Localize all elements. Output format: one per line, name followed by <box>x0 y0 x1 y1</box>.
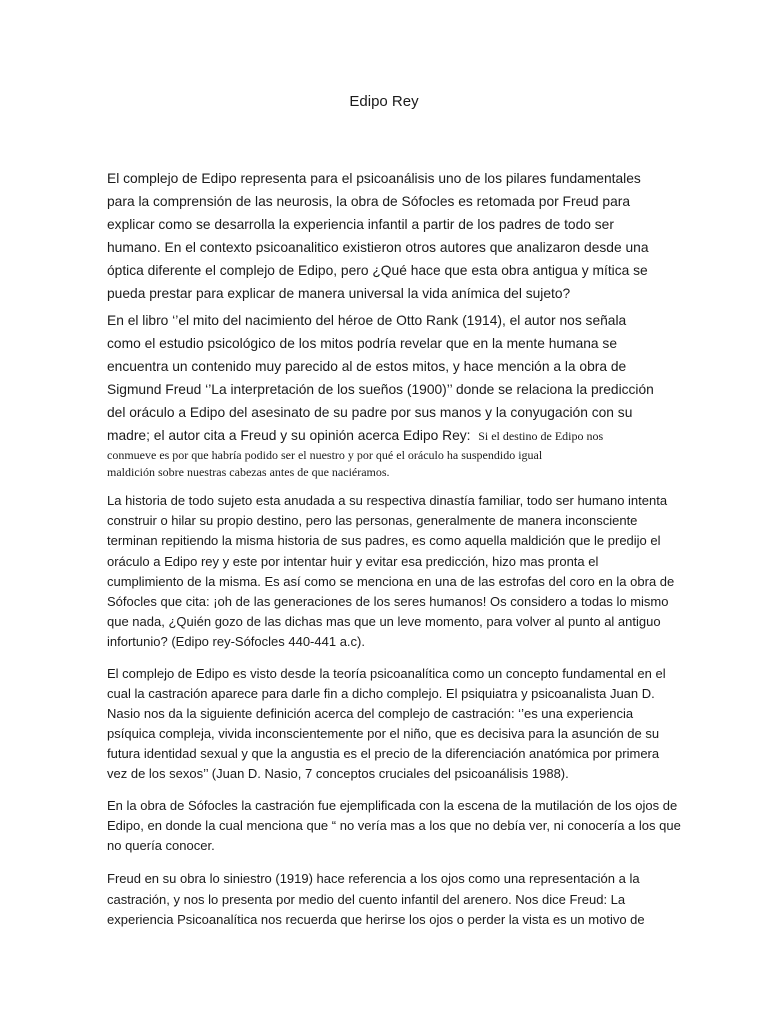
paragraph-line: Freud en su obra lo siniestro (1919) hace referencia a los ojos como una representación a la <box>107 871 640 886</box>
paragraph-line: óptica diferente el complejo de Edipo, pero ¿Qué hace que esta obra antigua y mítica se <box>107 263 648 278</box>
paragraph-line: infortunio? (Edipo rey-Sófocles 440-441 a.c). <box>107 634 365 650</box>
paragraph-line: Sófocles que cita: ¡oh de las generaciones de los seres humanos! Os considero a todas lo mismo <box>107 593 669 609</box>
paragraph-5 <box>107 796 681 856</box>
paragraph-line: para la comprensión de las neurosis, la obra de Sófocles es retomada por Freud para <box>107 194 631 209</box>
paragraph-line: explicar como se desarrolla la experiencia infantil a partir de los padres de todo ser <box>107 217 614 232</box>
paragraph-1 <box>107 167 665 305</box>
paragraph-line-with-quote <box>107 424 665 447</box>
paragraph-line: encuentra un contenido muy parecido al de estos mitos, y hace mención a la obra de <box>107 359 627 374</box>
paragraph-line: En el libro ‘’el mito del nacimiento del héroe de Otto Rank (1914), el autor nos señala <box>107 313 627 328</box>
freud-quote-line: conmueve es por que habría podido ser el nuestro y por qué el oráculo ha suspendido igual <box>107 448 543 462</box>
paragraph-text: madre; el autor cita a Freud y su opinión acerca Edipo Rey: <box>107 428 471 443</box>
paragraph-line: oráculo a Edipo rey y este por intentar huir y evitar esa predicción, hizo mas pronta el <box>107 553 599 569</box>
paragraph-line: En la obra de Sófocles la castración fue ejemplificada con la escena de la mutilación de los ojos de <box>107 798 678 813</box>
freud-quote-start: Si el destino de Edipo nos <box>478 429 604 443</box>
freud-quote-line: maldición sobre nuestras cabezas antes de que naciéramos. <box>107 465 390 479</box>
paragraph-line: Edipo, en donde la cual menciona que “ no vería mas a los que no debía ver, ni conocería a los que <box>107 818 681 833</box>
paragraph-line: vez de los sexos’’ (Juan D. Nasio, 7 conceptos cruciales del psicoanálisis 1988). <box>107 766 569 781</box>
paragraph-line: Nasio nos da la siguiente definición acerca del complejo de castración: ‘’es una experiencia <box>107 706 634 721</box>
paragraph-line: no quería conocer. <box>107 838 215 853</box>
paragraph-line: experiencia Psicoanalítica nos recuerda que herirse los ojos o perder la vista es un motivo de <box>107 912 645 927</box>
paragraph-line: psíquica compleja, vivida inconscientemente por el niño, que es decisiva para la asunción de su <box>107 726 660 741</box>
paragraph-3 <box>107 491 675 653</box>
paragraph-line: terminan repitiendo la misma historia de sus padres, es como aquella maldición que le predijo el <box>107 533 661 549</box>
paragraph-line: Sigmund Freud ‘’La interpretación de los sueños (1900)’’ donde se relaciona la predicción <box>107 382 654 397</box>
paragraph-line: castración, y nos lo presenta por medio del cuento infantil del arenero. Nos dice Freud: La <box>107 891 626 907</box>
paragraph-4 <box>107 664 665 784</box>
paragraph-line: construir o hilar su propio destino, pero las personas, generalmente de manera inconsciente <box>107 513 638 529</box>
paragraph-line: pueda prestar para explicar de manera universal la vida anímica del sujeto? <box>107 286 571 301</box>
paragraph-line: futura identidad sexual y que la angustia es el precio de la diferenciación anatómica por primera <box>107 746 660 761</box>
paragraph-6 <box>107 869 665 931</box>
paragraph-line: El complejo de Edipo es visto desde la teoría psicoanalítica como un concepto fundamental en el <box>107 666 666 681</box>
paragraph-line: cumplimiento de la misma. Es así como se menciona en una de las estrofas del coro en la obra de <box>107 573 675 589</box>
paragraph-line: cual la castración aparece para darle fin a dicho complejo. El psiquiatra y psicoanalista Juan D. <box>107 686 655 701</box>
paragraph-line: humano. En el contexto psicoanalitico existieron otros autores que analizaron desde una <box>107 240 649 255</box>
paragraph-line: como el estudio psicológico de los mitos podría revelar que en la mente humana se <box>107 336 618 351</box>
paragraph-line: que nada, ¿Quién gozo de las dichas mas que un leve momento, para volver al punto al antiguo <box>107 614 661 630</box>
paragraph-2 <box>107 309 665 481</box>
document-title: Edipo Rey <box>349 93 419 110</box>
paragraph-line: La historia de todo sujeto esta anudada a su respectiva dinastía familiar, todo ser humano intenta <box>107 493 668 508</box>
paragraph-line: del oráculo a Edipo del asesinato de su padre por sus manos y la conyugación con su <box>107 405 633 420</box>
paragraph-line: El complejo de Edipo representa para el psicoanálisis uno de los pilares fundamentales <box>107 171 641 186</box>
